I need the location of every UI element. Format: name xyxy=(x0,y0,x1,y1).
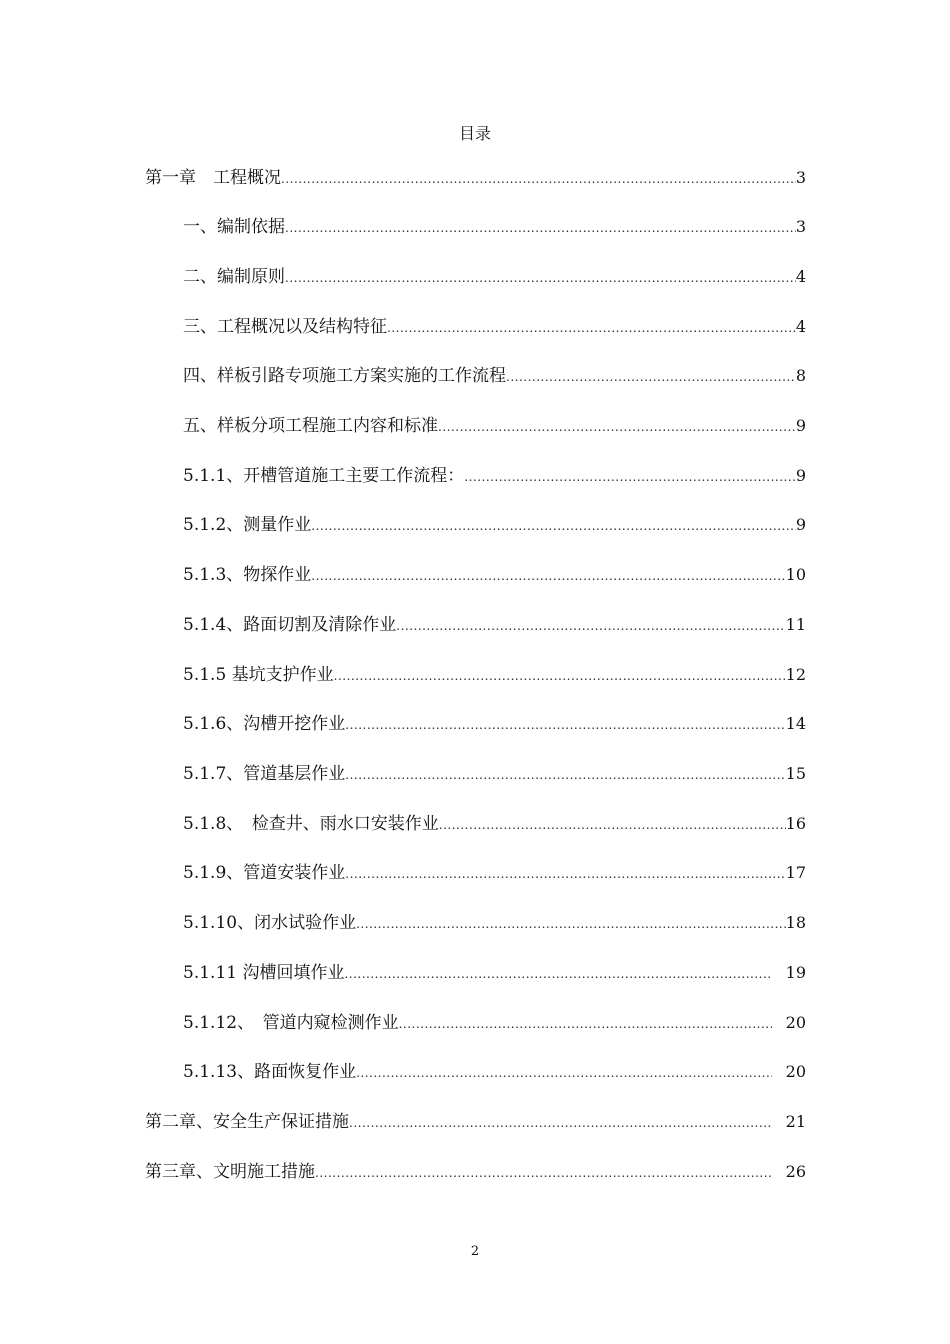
toc-entry-section-1[interactable] xyxy=(183,212,806,242)
toc-dot-leader xyxy=(345,859,785,889)
toc-entry-page: 14 xyxy=(785,714,806,733)
toc-entry-text: 5.1.3、物探作业 xyxy=(183,565,312,585)
toc-entry-5-1-11[interactable] xyxy=(183,958,806,988)
toc-entry-5-1-4[interactable] xyxy=(183,610,806,640)
toc-dot-leader xyxy=(439,810,786,840)
toc-entry-text: 5.1.7、管道基层作业 xyxy=(183,764,346,784)
toc-dot-leader xyxy=(285,263,796,293)
toc-dot-leader xyxy=(345,760,785,790)
toc-entry-text: 5.1.5 基坑支护作业 xyxy=(183,665,334,685)
toc-entry-text: 二、编制原则 xyxy=(183,267,285,287)
toc-entry-5-1-2[interactable] xyxy=(183,510,806,540)
toc-entry-text: 第三章、文明施工措施 xyxy=(145,1162,315,1182)
toc-title: 目录 xyxy=(458,124,491,143)
toc-entry-section-4[interactable] xyxy=(183,361,806,391)
toc-entry-text: 5.1.9、管道安装作业 xyxy=(183,863,346,883)
toc-entry-section-2[interactable] xyxy=(183,262,806,292)
toc-entry-5-1-9[interactable] xyxy=(183,858,806,888)
toc-entry-page: 20 xyxy=(785,1062,806,1081)
toc-entry-page: 17 xyxy=(785,863,806,882)
toc-entry-text: 5.1.11 沟槽回填作业 xyxy=(183,963,345,983)
toc-entry-page: 9 xyxy=(795,416,806,435)
toc-entry-text: 5.1.4、路面切割及清除作业 xyxy=(183,615,397,635)
toc-entry-text: 三、工程概况以及结构特征 xyxy=(183,317,387,337)
page-number: 2 xyxy=(470,1244,480,1259)
toc-entry-page: 10 xyxy=(785,565,806,584)
toc-entry-5-1-6[interactable] xyxy=(183,709,806,739)
toc-entry-5-1-12[interactable] xyxy=(183,1008,806,1038)
toc-entry-text: 5.1.1、开槽管道施工主要工作流程： xyxy=(183,466,465,486)
toc-entry-text: 第二章、安全生产保证措施 xyxy=(145,1112,349,1132)
toc-entry-text: 5.1.8、 检查井、雨水口安装作业 xyxy=(183,814,439,834)
toc-dot-leader xyxy=(344,959,771,989)
toc-entry-chapter-2[interactable] xyxy=(145,1107,806,1137)
toc-entry-5-1-5[interactable] xyxy=(183,660,806,690)
toc-entry-page: 4 xyxy=(795,267,806,286)
toc-entry-page: 8 xyxy=(795,366,806,385)
toc-entry-text: 五、样板分项工程施工内容和标准 xyxy=(183,416,438,436)
toc-dot-leader xyxy=(387,313,796,343)
toc-dot-leader xyxy=(311,561,785,591)
toc-entry-text: 一、编制依据 xyxy=(183,217,285,237)
toc-entry-page: 26 xyxy=(785,1162,806,1181)
toc-entry-page: 9 xyxy=(795,466,806,485)
toc-entry-5-1-7[interactable] xyxy=(183,759,806,789)
toc-dot-leader xyxy=(356,909,786,939)
toc-entry-5-1-3[interactable] xyxy=(183,560,806,590)
toc-entry-page: 18 xyxy=(785,913,806,932)
toc-entry-page: 20 xyxy=(785,1013,806,1032)
toc-entry-5-1-10[interactable] xyxy=(183,908,806,938)
toc-entry-text: 四、样板引路专项施工方案实施的工作流程 xyxy=(183,366,506,386)
toc-entry-page: 4 xyxy=(795,317,806,336)
toc-entry-chapter-1[interactable] xyxy=(145,163,806,193)
toc-entry-text: 5.1.6、沟槽开挖作业 xyxy=(183,714,346,734)
toc-entry-page: 12 xyxy=(785,665,806,684)
toc-entry-text: 5.1.12、 管道内窥检测作业 xyxy=(183,1013,399,1033)
toc-entry-page: 11 xyxy=(785,615,806,634)
toc-dot-leader xyxy=(311,511,796,541)
toc-entry-page: 21 xyxy=(785,1112,806,1131)
toc-entry-text: 5.1.10、闭水试验作业 xyxy=(183,913,357,933)
toc-entry-page: 19 xyxy=(785,963,806,982)
toc-dot-leader xyxy=(356,1058,772,1088)
toc-entry-chapter-3[interactable] xyxy=(145,1157,806,1187)
toc-dot-leader xyxy=(399,1009,772,1039)
toc-dot-leader xyxy=(396,611,785,641)
toc-entry-5-1-1[interactable] xyxy=(183,461,806,491)
toc-entry-page: 3 xyxy=(795,168,806,187)
toc-dot-leader xyxy=(345,710,785,740)
toc-dot-leader xyxy=(438,412,796,442)
toc-dot-leader xyxy=(281,164,796,194)
toc-entry-section-3[interactable] xyxy=(183,312,806,342)
toc-entry-5-1-13[interactable] xyxy=(183,1057,806,1087)
toc-dot-leader xyxy=(315,1158,772,1188)
toc-entry-5-1-8[interactable] xyxy=(183,809,806,839)
toc-entry-page: 16 xyxy=(785,814,806,833)
toc-entry-text: 第一章 工程概况 xyxy=(145,168,281,188)
toc-entry-page: 3 xyxy=(795,217,806,236)
toc-dot-leader xyxy=(285,213,796,243)
toc-dot-leader xyxy=(349,1108,772,1138)
toc-entry-section-5[interactable] xyxy=(183,411,806,441)
toc-entry-text: 5.1.13、路面恢复作业 xyxy=(183,1062,357,1082)
toc-dot-leader xyxy=(464,462,796,492)
toc-entry-page: 9 xyxy=(795,515,806,534)
toc-dot-leader xyxy=(506,362,796,392)
toc-dot-leader xyxy=(334,661,786,691)
toc-entry-page: 15 xyxy=(785,764,806,783)
toc-entry-text: 5.1.2、测量作业 xyxy=(183,515,312,535)
